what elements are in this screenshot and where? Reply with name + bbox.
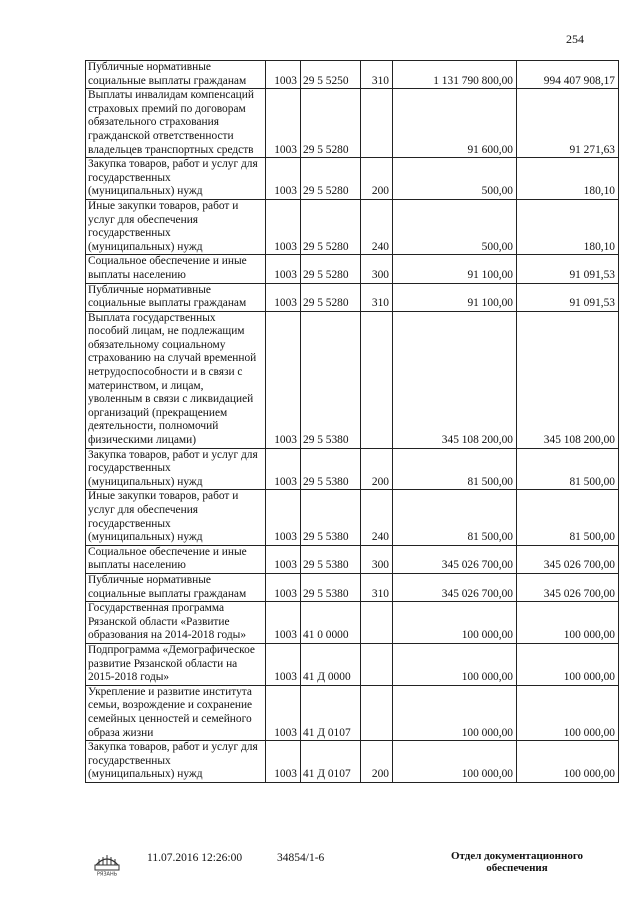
cell-fact: 180,10 <box>517 199 619 254</box>
cell-plan: 100 000,00 <box>393 643 517 685</box>
cell-fact: 100 000,00 <box>517 741 619 783</box>
cell-vr: 240 <box>361 490 393 545</box>
cell-fact: 345 026 700,00 <box>517 545 619 573</box>
page-number: 254 <box>566 32 584 46</box>
cell-name: Выплаты инвалидам компенсаций страховых премий по договорам обязательного страхования гражданской ответственности владельцев транспортных средств <box>86 89 266 158</box>
cell-sect: 1003 <box>266 545 301 573</box>
cell-sect: 1003 <box>266 158 301 200</box>
cell-vr: 200 <box>361 741 393 783</box>
cell-vr <box>361 685 393 740</box>
cell-name: Государственная программа Рязанской области «Развитие образования на 2014-2018 годы» <box>86 602 266 644</box>
cell-sect: 1003 <box>266 311 301 448</box>
cell-fact: 100 000,00 <box>517 643 619 685</box>
cell-name: Закупка товаров, работ и услуг для государственных (муниципальных) нужд <box>86 741 266 783</box>
footer-department: Отдел документационного обеспечения <box>450 850 584 874</box>
budget-table <box>85 60 619 783</box>
cell-fact: 180,10 <box>517 158 619 200</box>
cell-csr: 29 5 5280 <box>301 199 361 254</box>
cell-sect: 1003 <box>266 61 301 89</box>
table-body <box>86 61 619 783</box>
cell-sect: 1003 <box>266 573 301 601</box>
cell-fact: 345 026 700,00 <box>517 573 619 601</box>
cell-fact: 100 000,00 <box>517 685 619 740</box>
cell-csr: 29 5 5280 <box>301 255 361 283</box>
cell-sect: 1003 <box>266 602 301 644</box>
cell-sect: 1003 <box>266 741 301 783</box>
cell-plan: 100 000,00 <box>393 602 517 644</box>
cell-plan: 91 600,00 <box>393 89 517 158</box>
cell-plan: 91 100,00 <box>393 283 517 311</box>
cell-vr: 240 <box>361 199 393 254</box>
cell-name: Социальное обеспечение и иные выплаты населению <box>86 545 266 573</box>
cell-name: Социальное обеспечение и иные выплаты населению <box>86 255 266 283</box>
cell-plan: 81 500,00 <box>393 448 517 490</box>
cell-csr: 41 Д 0107 <box>301 685 361 740</box>
cell-sect: 1003 <box>266 89 301 158</box>
svg-text:РЯЗАНЬ: РЯЗАНЬ <box>96 871 118 877</box>
table-row <box>86 573 619 601</box>
cell-vr <box>361 602 393 644</box>
cell-csr: 29 5 5280 <box>301 283 361 311</box>
table-row <box>86 283 619 311</box>
cell-name: Закупка товаров, работ и услуг для государственных (муниципальных) нужд <box>86 448 266 490</box>
cell-fact: 345 108 200,00 <box>517 311 619 448</box>
cell-sect: 1003 <box>266 490 301 545</box>
cell-csr: 41 Д 0107 <box>301 741 361 783</box>
table-row <box>86 255 619 283</box>
cell-vr: 300 <box>361 545 393 573</box>
cell-plan: 345 026 700,00 <box>393 573 517 601</box>
table-row <box>86 448 619 490</box>
cell-sect: 1003 <box>266 685 301 740</box>
cell-csr: 29 5 5380 <box>301 311 361 448</box>
cell-fact: 81 500,00 <box>517 448 619 490</box>
cell-plan: 100 000,00 <box>393 741 517 783</box>
cell-csr: 41 0 0000 <box>301 602 361 644</box>
cell-name: Иные закупки товаров, работ и услуг для обеспечения государственных (муниципальных) нужд <box>86 199 266 254</box>
table-row <box>86 158 619 200</box>
cell-fact: 81 500,00 <box>517 490 619 545</box>
cell-sect: 1003 <box>266 199 301 254</box>
cell-vr: 310 <box>361 283 393 311</box>
cell-fact: 91 091,53 <box>517 255 619 283</box>
cell-plan: 1 131 790 800,00 <box>393 61 517 89</box>
cell-name: Иные закупки товаров, работ и услуг для обеспечения государственных (муниципальных) нужд <box>86 490 266 545</box>
cell-vr: 310 <box>361 573 393 601</box>
cell-name: Публичные нормативные социальные выплаты гражданам <box>86 283 266 311</box>
cell-plan: 500,00 <box>393 199 517 254</box>
cell-sect: 1003 <box>266 448 301 490</box>
cell-fact: 994 407 908,17 <box>517 61 619 89</box>
cell-vr: 200 <box>361 158 393 200</box>
cell-name: Публичные нормативные социальные выплаты гражданам <box>86 573 266 601</box>
table-row <box>86 89 619 158</box>
cell-plan: 500,00 <box>393 158 517 200</box>
table-row <box>86 602 619 644</box>
table-row <box>86 545 619 573</box>
cell-csr: 29 5 5380 <box>301 490 361 545</box>
cell-name: Укрепление и развитие института семьи, возрождение и сохранение семейных ценностей и семейного образа жизни <box>86 685 266 740</box>
footer-doc-number: 34854/1-6 <box>277 852 325 864</box>
cell-sect: 1003 <box>266 255 301 283</box>
cell-plan: 100 000,00 <box>393 685 517 740</box>
cell-plan: 91 100,00 <box>393 255 517 283</box>
cell-vr: 200 <box>361 448 393 490</box>
cell-name: Публичные нормативные социальные выплаты гражданам <box>86 61 266 89</box>
cell-plan: 81 500,00 <box>393 490 517 545</box>
cell-vr: 310 <box>361 61 393 89</box>
cell-csr: 29 5 5280 <box>301 158 361 200</box>
emblem-logo <box>90 851 124 877</box>
cell-vr <box>361 311 393 448</box>
table-row <box>86 61 619 89</box>
cell-csr: 29 5 5250 <box>301 61 361 89</box>
cell-csr: 29 5 5280 <box>301 89 361 158</box>
table-row <box>86 643 619 685</box>
table-row <box>86 685 619 740</box>
cell-plan: 345 108 200,00 <box>393 311 517 448</box>
cell-csr: 41 Д 0000 <box>301 643 361 685</box>
table-row <box>86 199 619 254</box>
cell-csr: 29 5 5380 <box>301 545 361 573</box>
cell-sect: 1003 <box>266 643 301 685</box>
cell-vr <box>361 89 393 158</box>
cell-csr: 29 5 5380 <box>301 448 361 490</box>
cell-name: Подпрограмма «Демографическое развитие Рязанской области на 2015-2018 годы» <box>86 643 266 685</box>
footer-datetime: 11.07.2016 12:26:00 <box>147 852 243 864</box>
cell-csr: 29 5 5380 <box>301 573 361 601</box>
cell-vr <box>361 643 393 685</box>
cell-vr: 300 <box>361 255 393 283</box>
table-row <box>86 741 619 783</box>
cell-fact: 91 271,63 <box>517 89 619 158</box>
table-row <box>86 311 619 448</box>
cell-fact: 100 000,00 <box>517 602 619 644</box>
cell-sect: 1003 <box>266 283 301 311</box>
cell-fact: 91 091,53 <box>517 283 619 311</box>
cell-plan: 345 026 700,00 <box>393 545 517 573</box>
table-row <box>86 490 619 545</box>
cell-name: Закупка товаров, работ и услуг для государственных (муниципальных) нужд <box>86 158 266 200</box>
cell-name: Выплата государственных пособий лицам, не подлежащим обязательному социальному страхованию на случай временной нетрудоспособности и в связи с материнством, и лицам, уволенным в связи с ликвидацией организаций (прекращением деятельности, полномочий физическими лицами) <box>86 311 266 448</box>
